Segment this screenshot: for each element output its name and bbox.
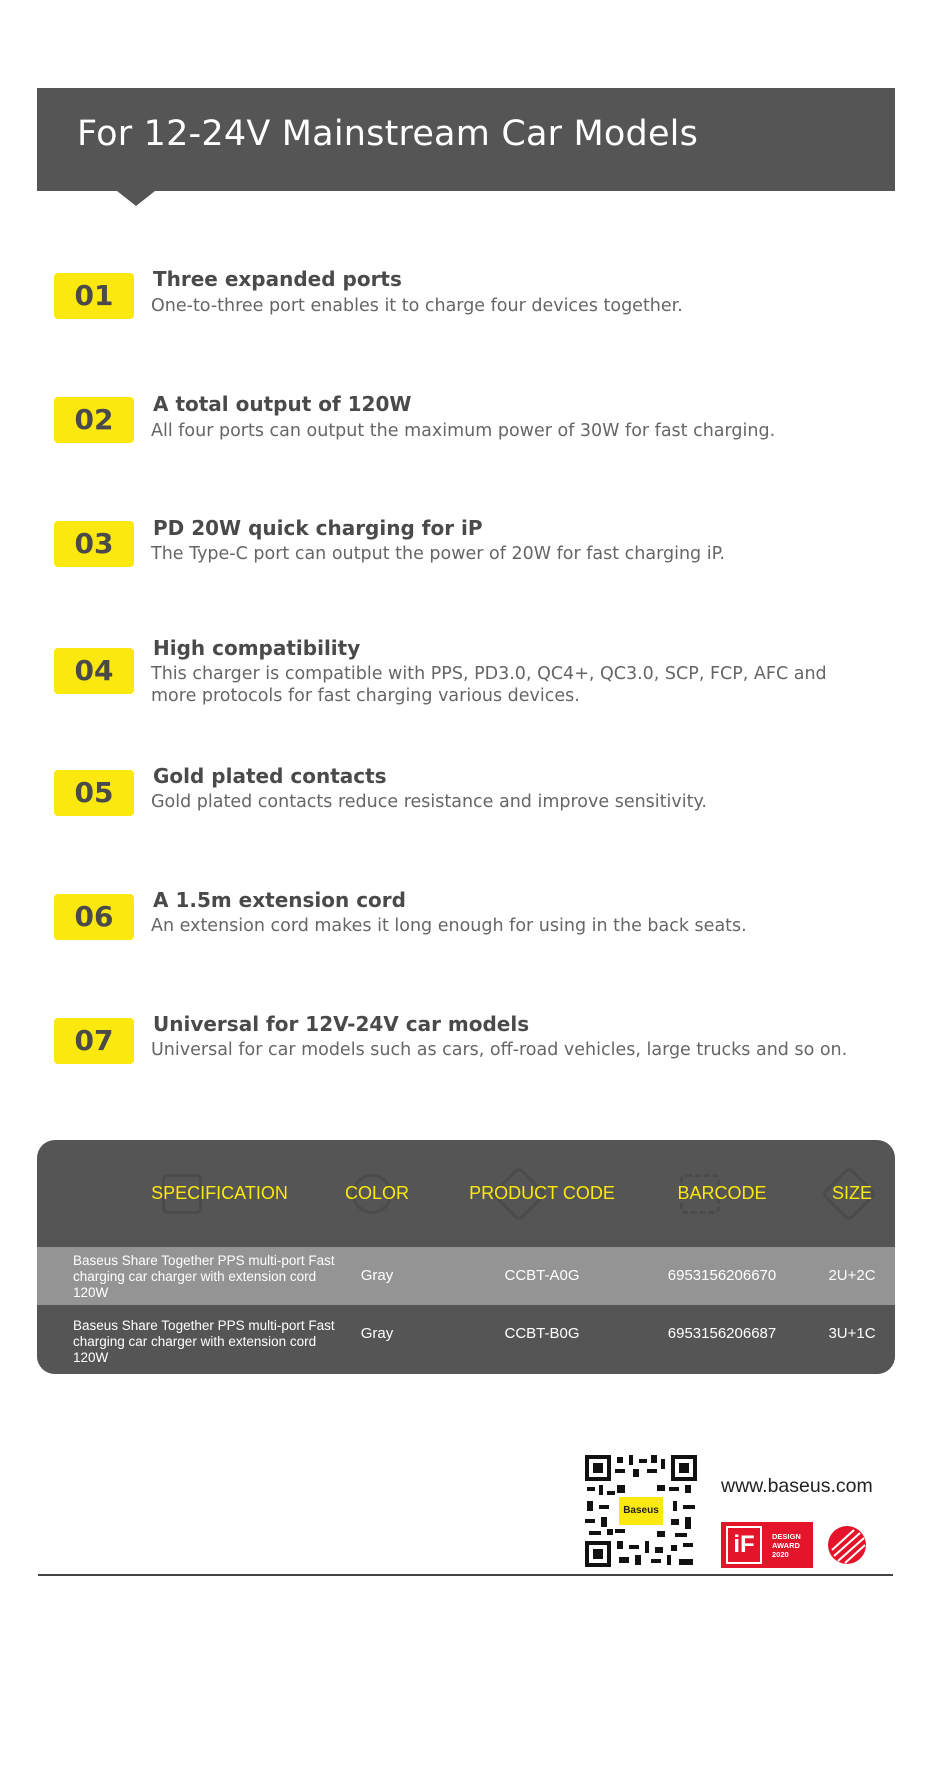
feature-title: PD 20W quick charging for iP <box>153 516 483 540</box>
header-banner <box>37 88 895 191</box>
feature-description: All four ports can output the maximum power of 30W for fast charging. <box>151 421 776 441</box>
table-row <box>37 1247 895 1305</box>
specification-table <box>37 1140 895 1374</box>
feature-title: A total output of 120W <box>153 392 412 416</box>
feature-title: Gold plated contacts <box>153 764 387 788</box>
feature-title: Universal for 12V-24V car models <box>153 1012 530 1036</box>
cell-barcode: 6953156206687 <box>667 1325 777 1342</box>
award-line: DESIGN <box>772 1532 801 1541</box>
if-design-award-logo <box>721 1522 813 1568</box>
footer-divider <box>38 1574 893 1576</box>
table-header-row <box>37 1140 895 1247</box>
award-line: 2020 <box>772 1550 789 1559</box>
header-color: COLOR <box>344 1183 409 1203</box>
feature-number-badge: 07 <box>54 1018 134 1064</box>
feature-number-badge: 05 <box>54 770 134 816</box>
cell-color: Gray <box>360 1267 394 1284</box>
cell-barcode: 6953156206670 <box>667 1267 777 1284</box>
header-specification: SPECIFICATION <box>151 1183 288 1203</box>
red-dot-award-icon <box>826 1524 868 1566</box>
feature-number-badge: 06 <box>54 894 134 940</box>
feature-description: The Type-C port can output the power of 20W for fast charging iP. <box>151 544 725 564</box>
feature-description: This charger is compatible with PPS, PD3.0, QC4+, QC3.0, SCP, FCP, AFC and more protocols for fast charging various devices. <box>151 664 827 706</box>
award-text <box>772 1532 801 1559</box>
feature-number-badge: 02 <box>54 397 134 443</box>
banner-pointer <box>117 191 155 206</box>
feature-description: Universal for car models such as cars, off-road vehicles, large trucks and so on. <box>151 1040 848 1060</box>
if-mark: iF <box>726 1526 762 1564</box>
page-title: For 12-24V Mainstream Car Models <box>77 114 699 154</box>
feature-description: An extension cord makes it long enough for using in the back seats. <box>151 916 747 936</box>
feature-number-badge: 03 <box>54 521 134 567</box>
website-link[interactable]: www.baseus.com <box>721 1475 873 1497</box>
feature-title: Three expanded ports <box>153 267 402 291</box>
cell-specification: Baseus Share Together PPS multi-port Fast charging car charger with extension cord 120W <box>73 1253 335 1300</box>
cell-color: Gray <box>360 1325 394 1342</box>
feature-title: High compatibility <box>153 636 361 660</box>
header-size: SIZE <box>831 1183 872 1203</box>
cell-specification: Baseus Share Together PPS multi-port Fast charging car charger with extension cord 120W <box>73 1318 335 1365</box>
qr-code-icon[interactable] <box>585 1455 697 1567</box>
feature-description: Gold plated contacts reduce resistance and improve sensitivity. <box>151 792 707 812</box>
cell-size: 3U+1C <box>828 1325 876 1342</box>
award-line: AWARD <box>772 1541 800 1550</box>
qr-brand-label: Baseus <box>619 1497 663 1525</box>
feature-number-badge: 04 <box>54 648 134 694</box>
cell-product-code: CCBT-B0G <box>504 1325 580 1342</box>
feature-number-badge: 01 <box>54 273 134 319</box>
feature-title: A 1.5m extension cord <box>153 888 406 912</box>
header-product-code: PRODUCT CODE <box>469 1183 615 1203</box>
table-row <box>37 1305 895 1374</box>
header-barcode: BARCODE <box>677 1183 767 1203</box>
feature-description: One-to-three port enables it to charge four devices together. <box>151 296 683 316</box>
cell-size: 2U+2C <box>828 1267 876 1284</box>
cell-product-code: CCBT-A0G <box>504 1267 580 1284</box>
